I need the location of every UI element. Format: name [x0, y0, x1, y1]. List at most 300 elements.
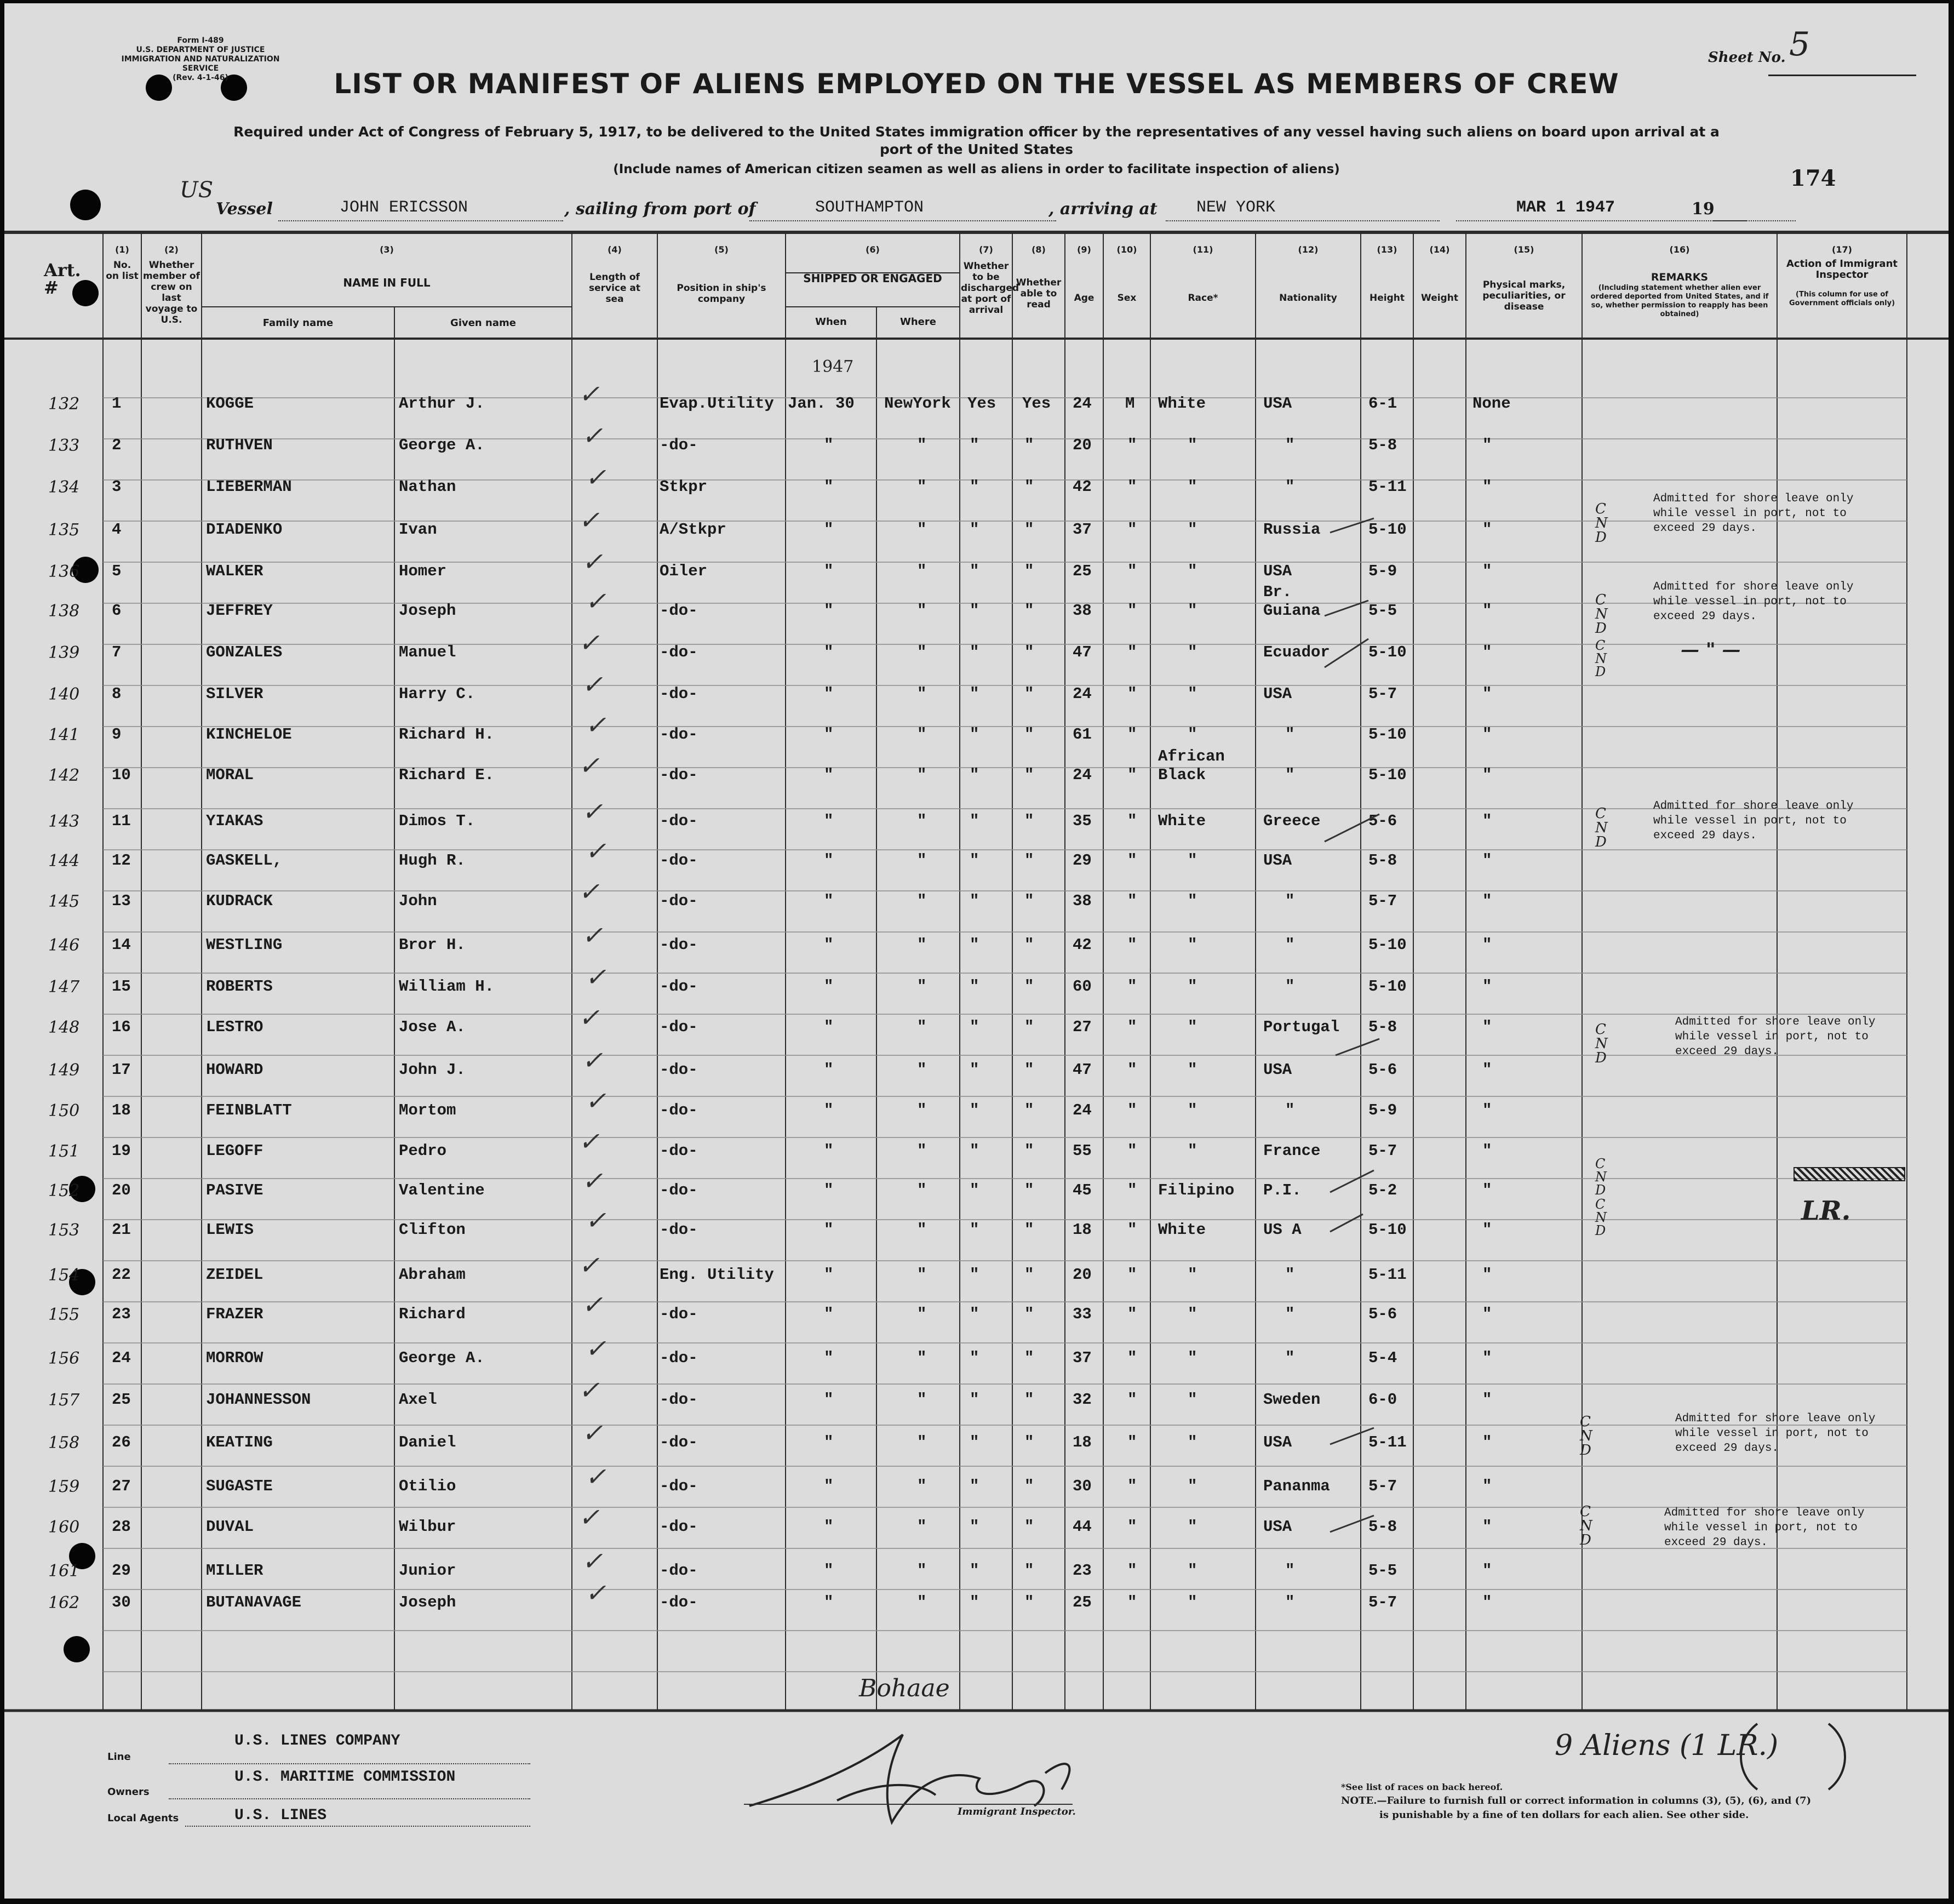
- shipped-where: ": [917, 1061, 927, 1079]
- height: 5-10: [1368, 1221, 1407, 1239]
- race: Filipino: [1158, 1181, 1235, 1199]
- position: -do-: [660, 602, 698, 620]
- age: 42: [1073, 936, 1092, 954]
- height: 5-10: [1368, 766, 1407, 784]
- family-name: SUGASTE: [206, 1477, 273, 1495]
- able-to-read: ": [1024, 1562, 1034, 1580]
- age: 20: [1073, 436, 1092, 454]
- family-name: SILVER: [206, 685, 263, 703]
- physical-marks: ": [1482, 562, 1492, 580]
- remark-line: Admitted for shore leave only: [1675, 1016, 1876, 1028]
- line-label: Line: [107, 1751, 131, 1763]
- nationality: USA: [1263, 562, 1292, 580]
- list-number: 25: [112, 1391, 131, 1409]
- art-header: Art.: [44, 260, 81, 281]
- physical-marks: ": [1482, 1391, 1492, 1409]
- arriving-label: , arriving at: [1048, 199, 1157, 219]
- race: ": [1188, 436, 1197, 454]
- sheet-number: 5: [1789, 25, 1810, 64]
- family-name: GASKELL,: [206, 851, 283, 870]
- checkmark-icon: ✓: [582, 670, 603, 699]
- physical-marks: ": [1482, 1061, 1492, 1079]
- age: 33: [1073, 1305, 1092, 1323]
- given-name: Dimos T.: [399, 812, 475, 830]
- checkmark-icon: ✓: [578, 751, 600, 780]
- to-be-discharged: ": [970, 1101, 979, 1119]
- position: -do-: [660, 892, 698, 910]
- art-number: 157: [48, 1391, 80, 1410]
- remark-line: exceed 29 days.: [1675, 1442, 1779, 1455]
- position: Eng. Utility: [660, 1266, 774, 1284]
- shipped-when: Jan. 30: [788, 394, 855, 413]
- able-to-read: ": [1024, 1305, 1034, 1323]
- aliens-tally: 9 Aliens (1 LR.): [1555, 1729, 1779, 1762]
- race: ": [1188, 1142, 1197, 1160]
- age: 38: [1073, 602, 1092, 620]
- family-name: LIEBERMAN: [206, 478, 292, 496]
- race: ": [1188, 1477, 1197, 1495]
- physical-marks: ": [1482, 936, 1492, 954]
- shipped-when: ": [824, 1142, 834, 1160]
- shipped-where: ": [917, 766, 927, 784]
- checkmark-icon: ✓: [578, 1375, 600, 1405]
- position: -do-: [660, 936, 698, 954]
- given-name: Joseph: [399, 1593, 456, 1611]
- family-name: GONZALES: [206, 643, 283, 661]
- able-to-read: ": [1024, 725, 1034, 744]
- family-name: KOGGE: [206, 394, 254, 413]
- physical-marks: ": [1482, 1477, 1492, 1495]
- nationality-header: Nationality: [1279, 293, 1337, 304]
- shipped-when: ": [824, 436, 834, 454]
- physical-marks: ": [1482, 812, 1492, 830]
- race: ": [1188, 602, 1197, 620]
- form-service: IMMIGRATION AND NATURALIZATION SERVICE: [121, 55, 280, 73]
- age: 24: [1073, 766, 1092, 784]
- to-be-discharged: ": [970, 1061, 979, 1079]
- physical-marks: ": [1482, 1433, 1492, 1451]
- action-header: Action of Immigrant Inspector: [1786, 258, 1898, 281]
- art-number: 158: [48, 1433, 80, 1453]
- art-number: 148: [48, 1018, 80, 1037]
- age: 42: [1073, 478, 1092, 496]
- race: ": [1188, 851, 1197, 870]
- shipped-when: ": [824, 1518, 834, 1536]
- height: 5-8: [1368, 851, 1397, 870]
- art-number: 136: [48, 562, 80, 581]
- shipped-when: ": [824, 685, 834, 703]
- nationality: ": [1285, 1101, 1295, 1119]
- nationality: ": [1285, 1266, 1295, 1284]
- shipped-where: ": [917, 436, 927, 454]
- nationality: ": [1285, 892, 1295, 910]
- family-name: BUTANAVAGE: [206, 1593, 302, 1611]
- family-name: HOWARD: [206, 1061, 263, 1079]
- shipped-when: ": [824, 1018, 834, 1036]
- able-to-read: ": [1024, 851, 1034, 870]
- shipped-when: ": [824, 1391, 834, 1409]
- nationality: P.I.: [1263, 1181, 1302, 1199]
- able-to-read: ": [1024, 812, 1034, 830]
- art-number: 147: [48, 977, 80, 997]
- position: A/Stkpr: [660, 521, 726, 539]
- to-be-discharged: ": [970, 1266, 979, 1284]
- sex: ": [1127, 1477, 1137, 1495]
- shipped-where: ": [917, 1221, 927, 1239]
- col-num-17: (17): [1832, 244, 1852, 255]
- position: -do-: [660, 766, 698, 784]
- age: 44: [1073, 1518, 1092, 1536]
- race: ": [1188, 685, 1197, 703]
- height: 5-9: [1368, 562, 1397, 580]
- list-number: 30: [112, 1593, 131, 1611]
- given-name: Nathan: [399, 478, 456, 496]
- list-number: 2: [112, 436, 122, 454]
- shipped-when: ": [824, 1433, 834, 1451]
- to-be-discharged: ": [970, 685, 979, 703]
- checkmark-icon: ✓: [582, 1418, 603, 1448]
- able-to-read: ": [1024, 892, 1034, 910]
- shipped-where: ": [917, 1477, 927, 1495]
- remark-line: exceed 29 days.: [1664, 1536, 1768, 1549]
- given-name: Abraham: [399, 1266, 466, 1284]
- col-num-16: (16): [1669, 244, 1690, 255]
- age: 32: [1073, 1391, 1092, 1409]
- col-num-11: (11): [1193, 244, 1213, 255]
- art-number: 144: [48, 851, 80, 871]
- art-number: 152: [48, 1181, 80, 1200]
- shipped-when: ": [824, 1266, 834, 1284]
- remarks-header: REMARKS: [1651, 271, 1709, 283]
- checkmark-icon: ✓: [578, 1127, 600, 1156]
- remark-line: while vessel in port, not to: [1675, 1031, 1869, 1043]
- nationality: ": [1285, 478, 1295, 496]
- able-to-read: ": [1024, 1101, 1034, 1119]
- given-name: Clifton: [399, 1221, 466, 1239]
- age: 37: [1073, 521, 1092, 539]
- race: White: [1158, 812, 1206, 830]
- remark-line: while vessel in port, not to: [1653, 507, 1847, 520]
- age: 61: [1073, 725, 1092, 744]
- physical-marks: ": [1482, 1142, 1492, 1160]
- age: 25: [1073, 1593, 1092, 1611]
- art-number: 153: [48, 1221, 80, 1240]
- shipped-where: ": [917, 643, 927, 661]
- checkmark-icon: ✓: [585, 1578, 606, 1608]
- position-header: Position in ship's company: [677, 283, 766, 305]
- year-label: 19: [1692, 199, 1715, 219]
- shipped-when: ": [824, 1101, 834, 1119]
- family-name: LEWIS: [206, 1221, 254, 1239]
- agents-label: Local Agents: [107, 1812, 179, 1824]
- race: ": [1188, 1518, 1197, 1536]
- list-number: 10: [112, 766, 131, 784]
- given-name: Ivan: [399, 521, 437, 539]
- art-number: 150: [48, 1101, 80, 1120]
- shipped-when: ": [824, 725, 834, 744]
- shipped-where: ": [917, 1391, 927, 1409]
- shipped-header: SHIPPED OR ENGAGED: [803, 272, 942, 285]
- given-name: Otilio: [399, 1477, 456, 1495]
- race: ": [1188, 725, 1197, 744]
- able-to-read: ": [1024, 1433, 1034, 1451]
- checkmark-icon: ✓: [582, 421, 603, 450]
- col-num-7: (7): [979, 244, 993, 255]
- height-header: Height: [1369, 293, 1405, 304]
- height: 5-7: [1368, 1477, 1397, 1495]
- race: ": [1188, 1101, 1197, 1119]
- to-be-discharged: ": [970, 478, 979, 496]
- sex: ": [1127, 892, 1137, 910]
- cnd-mark: C N D: [1595, 592, 1608, 637]
- family-name: WALKER: [206, 562, 263, 580]
- remark-line: while vessel in port, not to: [1675, 1427, 1869, 1440]
- col-num-8: (8): [1032, 244, 1046, 255]
- form-number: Form I-489: [177, 36, 224, 45]
- col-num-5: (5): [714, 244, 729, 255]
- family-name: ROBERTS: [206, 977, 273, 996]
- physical-marks: ": [1482, 602, 1492, 620]
- height: 5-8: [1368, 436, 1397, 454]
- inspector-label: Immigrant Inspector.: [958, 1806, 1076, 1817]
- nationality: ": [1285, 977, 1295, 996]
- nationality: ": [1285, 725, 1295, 744]
- list-number: 27: [112, 1477, 131, 1495]
- shipped-where: ": [917, 685, 927, 703]
- family-name: LEGOFF: [206, 1142, 263, 1160]
- shipped-when: ": [824, 1562, 834, 1580]
- height: 5-5: [1368, 1562, 1397, 1580]
- checkmark-icon: ✓: [585, 1086, 606, 1116]
- physical-marks: ": [1482, 1349, 1492, 1367]
- family-name: FEINBLATT: [206, 1101, 292, 1119]
- race: ": [1188, 1433, 1197, 1451]
- cnd-mark: C N D: [1595, 638, 1607, 679]
- to-be-discharged: ": [970, 1477, 979, 1495]
- list-number: 9: [112, 725, 122, 744]
- checkmark-icon: ✓: [582, 1290, 603, 1319]
- nationality: USA: [1263, 1518, 1292, 1536]
- col-num-4: (4): [608, 244, 622, 255]
- physical-header: Physical marks, peculiarities, or disease: [1482, 279, 1566, 312]
- nationality: Portugal: [1263, 1018, 1340, 1036]
- remark-line: while vessel in port, not to: [1664, 1522, 1858, 1534]
- able-to-read: ": [1024, 1349, 1034, 1367]
- height: 5-6: [1368, 1305, 1397, 1323]
- where-header: Where: [900, 316, 936, 328]
- able-to-read: ": [1024, 1391, 1034, 1409]
- given-name: Richard: [399, 1305, 466, 1323]
- height: 5-10: [1368, 725, 1407, 744]
- shipped-when: ": [824, 1181, 834, 1199]
- list-number: 20: [112, 1181, 131, 1199]
- position: Stkpr: [660, 478, 708, 496]
- to-be-discharged: Yes: [967, 394, 996, 413]
- nationality: ": [1285, 436, 1295, 454]
- race: ": [1188, 521, 1197, 539]
- cnd-mark: C N D: [1595, 1021, 1608, 1066]
- penalty-note-1: NOTE.—Failure to furnish full or correct information in columns (3), (5), (6), and (7): [1341, 1795, 1812, 1806]
- arriving-port: NEW YORK: [1196, 198, 1276, 217]
- list-number: 24: [112, 1349, 131, 1367]
- sex: ": [1127, 1266, 1137, 1284]
- sex: ": [1127, 521, 1137, 539]
- art-number: 160: [48, 1518, 80, 1537]
- checkmark-icon: ✓: [578, 877, 600, 906]
- shipped-where: ": [917, 725, 927, 744]
- list-number: 28: [112, 1518, 131, 1536]
- position: -do-: [660, 851, 698, 870]
- art-number: 145: [48, 892, 80, 911]
- height: 5-10: [1368, 936, 1407, 954]
- list-number: 5: [112, 562, 122, 580]
- checkmark-icon: ✓: [582, 1166, 603, 1196]
- sex: ": [1127, 851, 1137, 870]
- checkmark-icon: ✓: [585, 462, 606, 492]
- age: 24: [1073, 394, 1092, 413]
- height: 6-1: [1368, 394, 1397, 413]
- given-name: William H.: [399, 977, 495, 996]
- position: -do-: [660, 1142, 698, 1160]
- sex: ": [1127, 436, 1137, 454]
- nationality: ": [1285, 1305, 1295, 1323]
- family-name: PASIVE: [206, 1181, 263, 1199]
- position: -do-: [660, 643, 698, 661]
- family-name: WESTLING: [206, 936, 283, 954]
- checkmark-icon: ✓: [578, 379, 600, 409]
- checkmark-icon: ✓: [582, 1045, 603, 1075]
- physical-marks: ": [1482, 851, 1492, 870]
- art-number: 134: [48, 478, 80, 497]
- race: ": [1188, 478, 1197, 496]
- given-name: Richard E.: [399, 766, 495, 784]
- able-to-read: ": [1024, 562, 1034, 580]
- able-to-read: ": [1024, 977, 1034, 996]
- family-name: KUDRACK: [206, 892, 273, 910]
- given-name: George A.: [399, 436, 485, 454]
- checkmark-icon: ✓: [585, 836, 606, 866]
- remark-line: Admitted for shore leave only: [1653, 581, 1854, 593]
- to-be-discharged: ": [970, 1391, 979, 1409]
- cnd-mark: C N D: [1580, 1414, 1592, 1459]
- cnd-mark: C N D: [1595, 1197, 1607, 1238]
- vessel-label: Vessel: [216, 199, 273, 219]
- age-header: Age: [1074, 293, 1095, 304]
- remark-line: exceed 29 days.: [1653, 610, 1757, 623]
- able-to-read: ": [1024, 1221, 1034, 1239]
- nationality: Pananma: [1263, 1477, 1330, 1495]
- physical-marks: ": [1482, 1266, 1492, 1284]
- checkmark-icon: ✓: [578, 505, 600, 535]
- family-name: DIADENKO: [206, 521, 283, 539]
- able-to-read: ": [1024, 643, 1034, 661]
- shipped-when: ": [824, 1477, 834, 1495]
- list-number: 1: [112, 394, 122, 413]
- position: -do-: [660, 1101, 698, 1119]
- race: ": [1188, 1391, 1197, 1409]
- physical-marks: ": [1482, 1593, 1492, 1611]
- position: -do-: [660, 1221, 698, 1239]
- family-name: DUVAL: [206, 1518, 254, 1536]
- race: White: [1158, 1221, 1206, 1239]
- to-be-discharged: ": [970, 1181, 979, 1199]
- shipped-when: ": [824, 1221, 834, 1239]
- sheet-label: Sheet No.: [1708, 49, 1786, 66]
- remark-line: Admitted for shore leave only: [1653, 493, 1854, 505]
- list-number: 21: [112, 1221, 131, 1239]
- owners-value: U.S. MARITIME COMMISSION: [234, 1769, 456, 1786]
- shipped-where: ": [917, 478, 927, 496]
- line-value: U.S. LINES COMPANY: [234, 1733, 400, 1749]
- nationality: ": [1285, 766, 1295, 784]
- nationality: Greece: [1263, 812, 1321, 830]
- nationality: ": [1285, 1349, 1295, 1367]
- sex: ": [1127, 1181, 1137, 1199]
- given-name: John J.: [399, 1061, 466, 1079]
- age: 25: [1073, 562, 1092, 580]
- given-name: Jose A.: [399, 1018, 466, 1036]
- sex: ": [1127, 1018, 1137, 1036]
- sex: ": [1127, 562, 1137, 580]
- lr-annotation: LR.: [1801, 1196, 1851, 1226]
- sex: ": [1127, 1562, 1137, 1580]
- nationality: Sweden: [1263, 1391, 1321, 1409]
- art-number: 159: [48, 1477, 80, 1496]
- given-name: Richard H.: [399, 725, 495, 744]
- able-to-read: ": [1024, 685, 1034, 703]
- penalty-note-2: is punishable by a fine of ten dollars for each alien. See other side.: [1379, 1809, 1749, 1821]
- remark-line: exceed 29 days.: [1653, 522, 1757, 535]
- art-number: 154: [48, 1266, 80, 1285]
- art-number: 161: [48, 1562, 80, 1581]
- given-name: Daniel: [399, 1433, 456, 1451]
- year-annotation: 1947: [812, 357, 854, 376]
- art-number: 132: [48, 394, 80, 414]
- race-header: Race*: [1188, 293, 1218, 304]
- shipped-where: ": [917, 1101, 927, 1119]
- checkmark-icon: ✓: [585, 710, 606, 740]
- age: 18: [1073, 1221, 1092, 1239]
- age: 47: [1073, 643, 1092, 661]
- list-number: 13: [112, 892, 131, 910]
- shipped-when: ": [824, 766, 834, 784]
- art-number: 143: [48, 812, 80, 831]
- height: 5-11: [1368, 1266, 1407, 1284]
- manifest-sheet: [4, 3, 1949, 1899]
- able-to-read: ": [1024, 1142, 1034, 1160]
- able-to-read: ": [1024, 1181, 1034, 1199]
- given-name: Pedro: [399, 1142, 447, 1160]
- list-number: 7: [112, 643, 122, 661]
- nationality: ": [1285, 1562, 1295, 1580]
- list-number: 12: [112, 851, 131, 870]
- form-dept: U.S. DEPARTMENT OF JUSTICE: [136, 45, 265, 54]
- to-be-discharged: ": [970, 562, 979, 580]
- shipped-when: ": [824, 643, 834, 661]
- height: 5-6: [1368, 812, 1397, 830]
- able-to-read: Yes: [1022, 394, 1051, 413]
- shipped-where: ": [917, 1349, 927, 1367]
- to-be-discharged: ": [970, 1142, 979, 1160]
- list-number: 14: [112, 936, 131, 954]
- to-be-discharged: ": [970, 812, 979, 830]
- sex: ": [1127, 602, 1137, 620]
- to-be-discharged: ": [970, 602, 979, 620]
- shipped-when: ": [824, 478, 834, 496]
- col-num-2: (2): [164, 244, 179, 255]
- given-name: Harry C.: [399, 685, 475, 703]
- shipped-where: ": [917, 977, 927, 996]
